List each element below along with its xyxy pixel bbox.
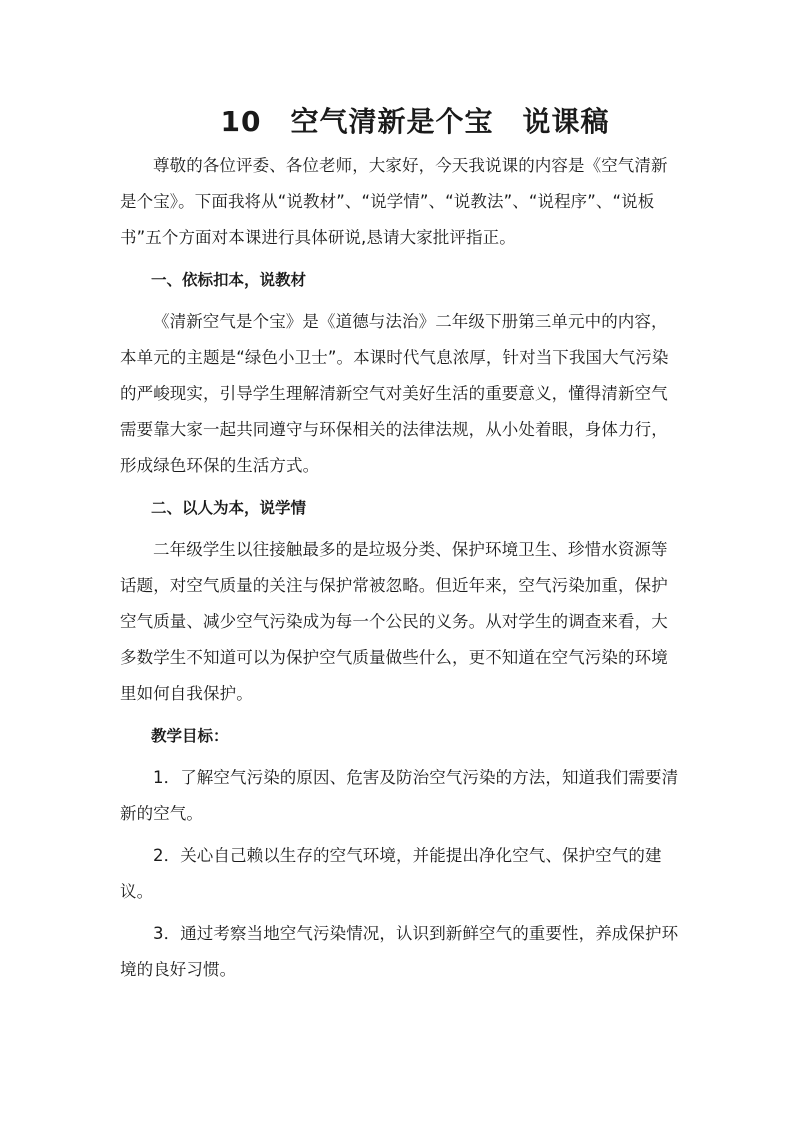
textbook-paragraph: 《清新空气是个宝》是《道德与法治》二年级下册第三单元中的内容，本单元的主题是“绿色小卫士”。本课时代气息浓厚，针对当下我国大气污染的严峻现实，引导学生理解清新空气对美好生活的重要意义，懂得清新空气需要靠大家一起共同遵守与环保相关的法律法规，从小处着眼，身体力行，形成绿色环保的生活方式。 <box>120 312 669 475</box>
students-paragraph: 二年级学生以往接触最多的是垃圾分类、保护环境卫生、珍惜水资源等话题，对空气质量的关注与保护常被忽略。但近年来，空气污染加重，保护空气质量、减少空气污染成为每一个公民的义务。从对学生的调查来看，大多数学生不知道可以为保护空气质量做些什么，更不知道在空气污染的环境里如何自我保护。 <box>120 540 668 703</box>
section-heading-students: 二、以人为本，说学情 <box>151 499 307 517</box>
goal-item-3: 3．通过考察当地空气污染情况，认识到新鲜空气的重要性，养成保护环境的良好习惯。 <box>120 924 679 979</box>
document-title: 10 空气清新是个宝 说课稿 <box>220 105 610 138</box>
goal-item-1: 1．了解空气污染的原因、危害及防治空气污染的方法，知道我们需要清新的空气。 <box>120 768 679 823</box>
intro-paragraph: 尊敬的各位评委、各位老师，大家好，今天我说课的内容是《空气清新是个宝》。下面我将从“说教材”、“说学情”、“说教法”、“说程序”、“说板书”五个方面对本课进行具体研说,恳请大家批评指正。 <box>120 156 668 247</box>
goals-heading: 教学目标： <box>151 727 229 745</box>
section-heading-textbook: 一、依标扣本，说教材 <box>151 271 307 289</box>
goal-item-2: 2．关心自己赖以生存的空气环境，并能提出净化空气、保护空气的建议。 <box>120 846 662 901</box>
